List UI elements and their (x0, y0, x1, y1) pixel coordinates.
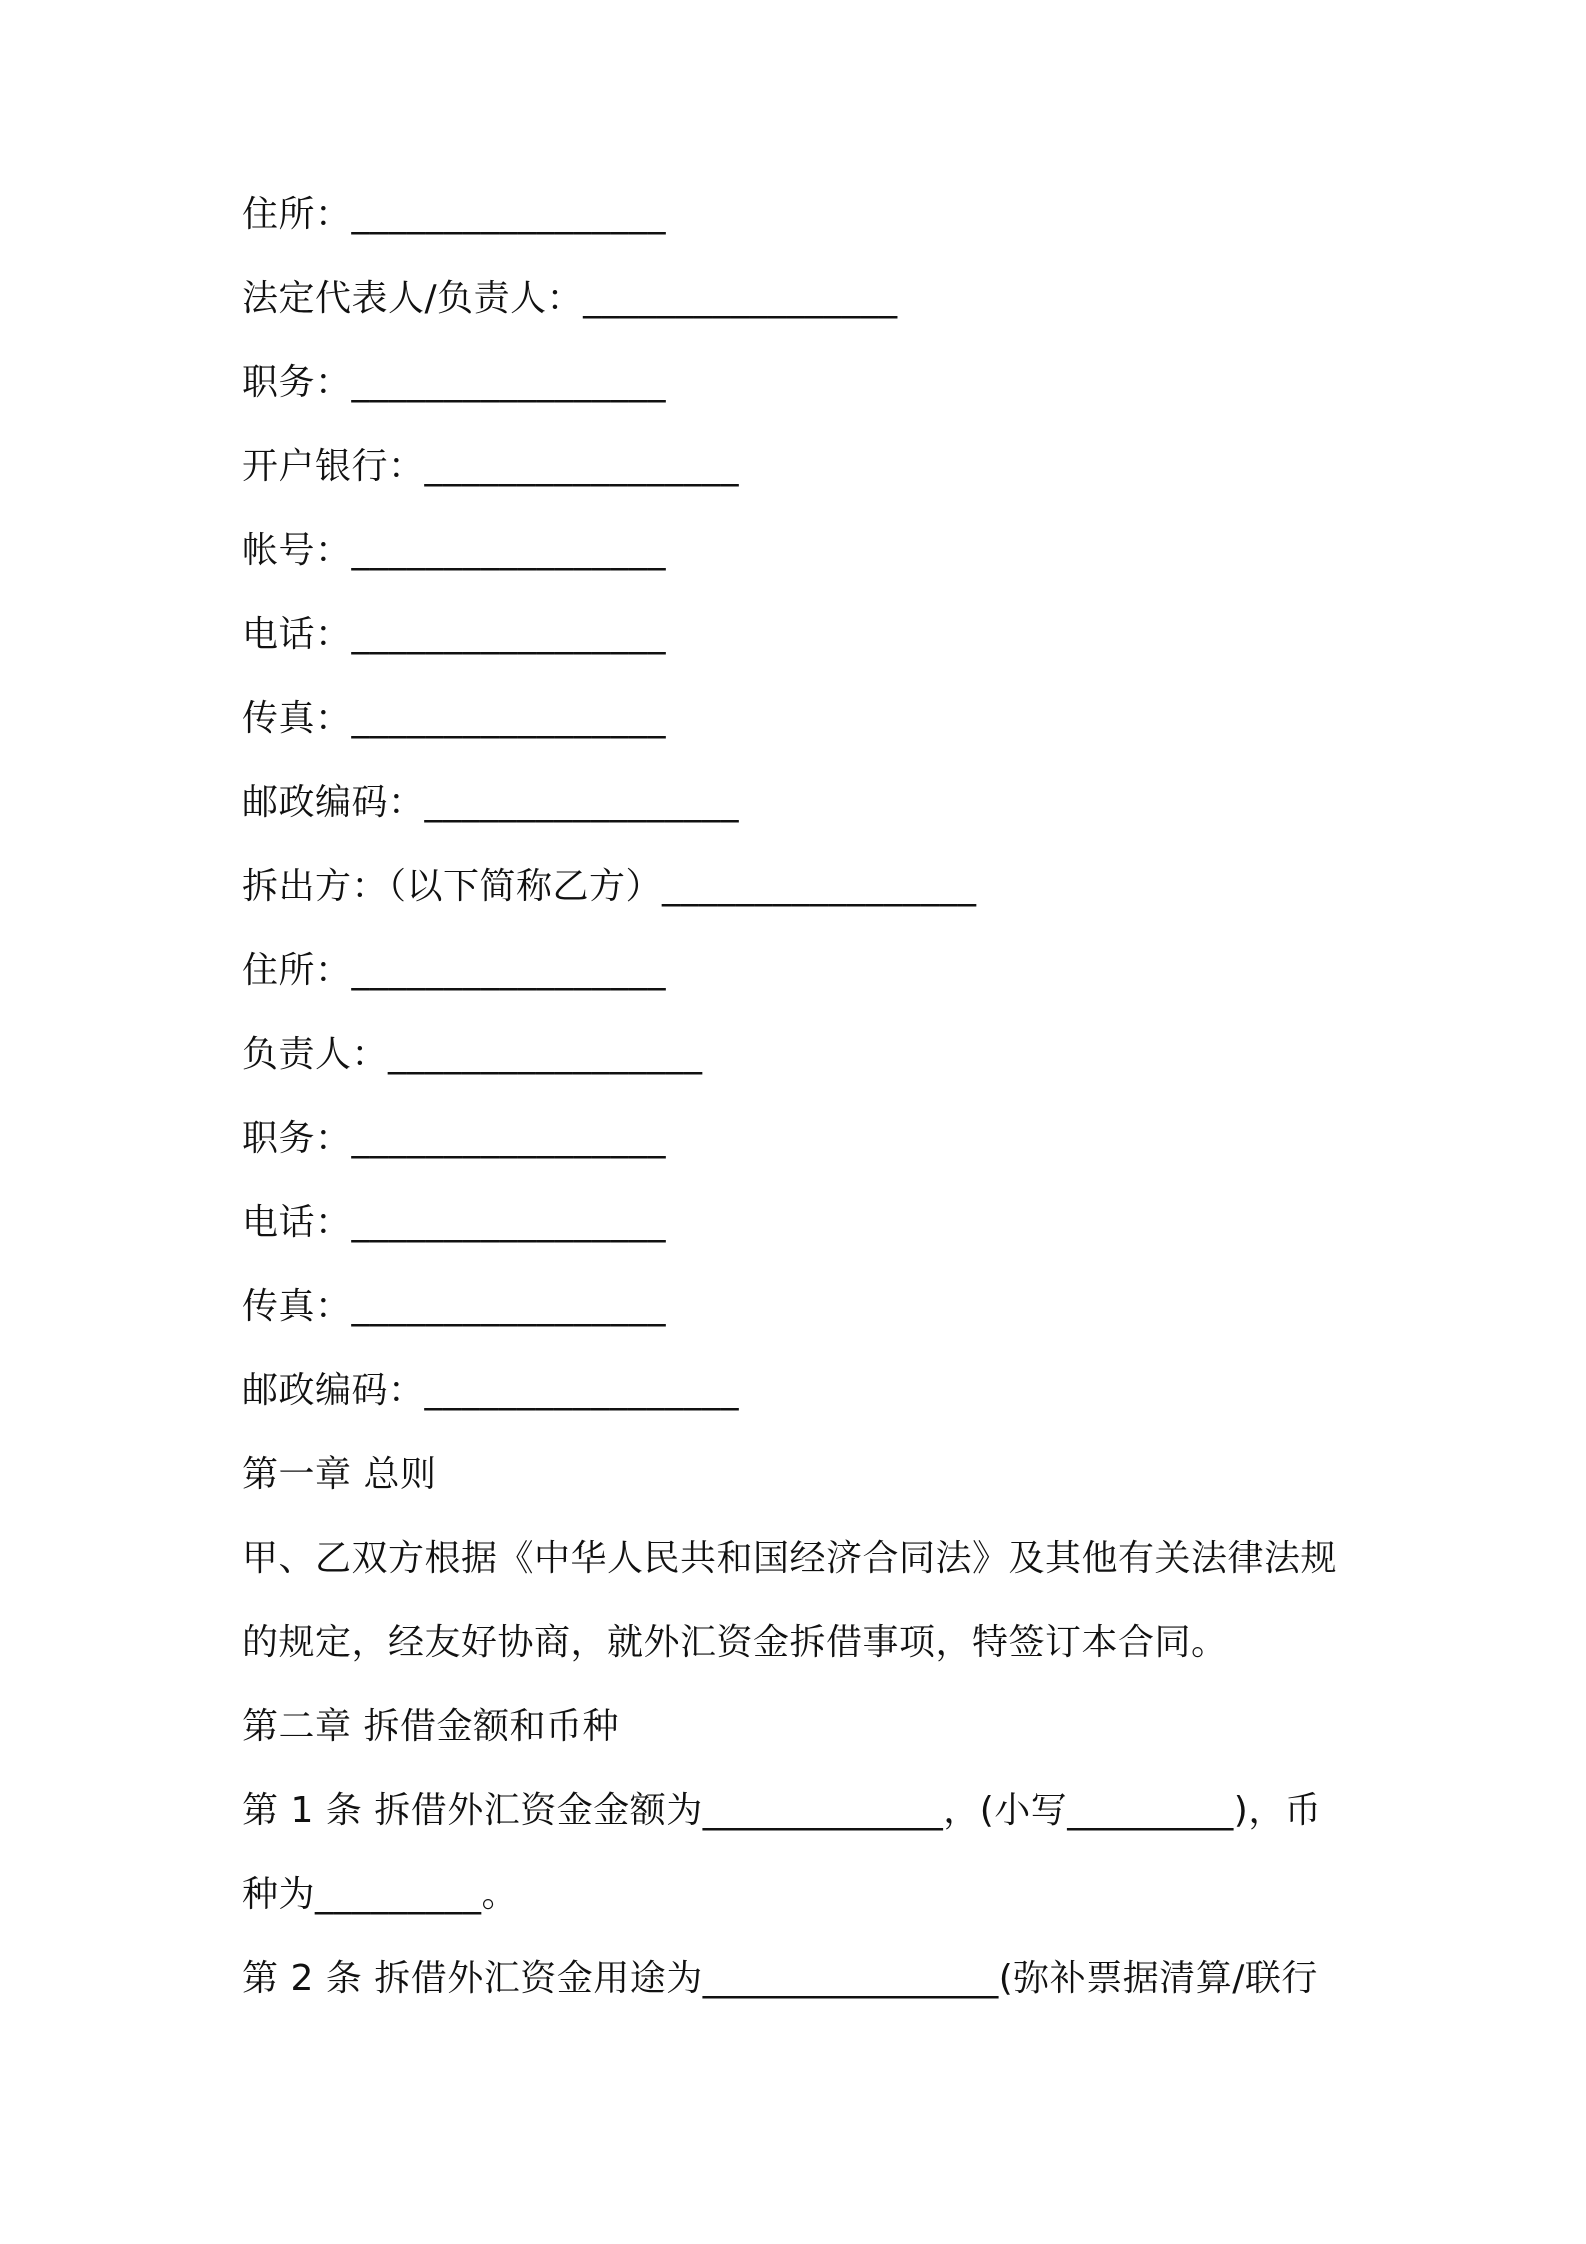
field-line-account: 帐号：_________________ (242, 530, 667, 571)
field-line-position-b: 职务：_________________ (242, 1118, 667, 1159)
field-line-phone-b: 电话：_________________ (242, 1202, 667, 1243)
field-line-postcode-a: 邮政编码：_________________ (242, 782, 740, 823)
article-2-line-1: 第 2 条 拆借外汇资金用途为________________(弥补票据清算/联行 (242, 1958, 1318, 1999)
article-1-line-2: 种为_________。 (242, 1874, 519, 1915)
document-body (242, 195, 1362, 2043)
paragraph-line-2: 的规定，经友好协商，就外汇资金拆借事项，特签订本合同。 (242, 1622, 1228, 1663)
chapter-heading-1: 第一章 总则 (242, 1454, 437, 1495)
field-line-bank: 开户银行：_________________ (242, 446, 740, 487)
field-line-phone-a: 电话：_________________ (242, 614, 667, 655)
field-line-lender-party: 拆出方：（以下简称乙方）_________________ (242, 866, 977, 907)
field-line-address-a: 住所：_________________ (242, 194, 667, 235)
field-line-responsible-person: 负责人：_________________ (242, 1034, 703, 1075)
article-1-line-1: 第 1 条 拆借外汇资金金额为_____________，(小写_________)，币 (242, 1790, 1322, 1831)
field-line-legal-representative: 法定代表人/负责人：_________________ (242, 278, 898, 319)
chapter-heading-2: 第二章 拆借金额和币种 (242, 1706, 619, 1747)
paragraph-line-1: 甲、乙双方根据《中华人民共和国经济合同法》及其他有关法律法规 (242, 1538, 1338, 1579)
field-line-address-b: 住所：_________________ (242, 950, 667, 991)
field-line-fax-b: 传真：_________________ (242, 1286, 667, 1327)
field-line-position-a: 职务：_________________ (242, 362, 667, 403)
field-line-fax-a: 传真：_________________ (242, 698, 667, 739)
field-line-postcode-b: 邮政编码：_________________ (242, 1370, 740, 1411)
